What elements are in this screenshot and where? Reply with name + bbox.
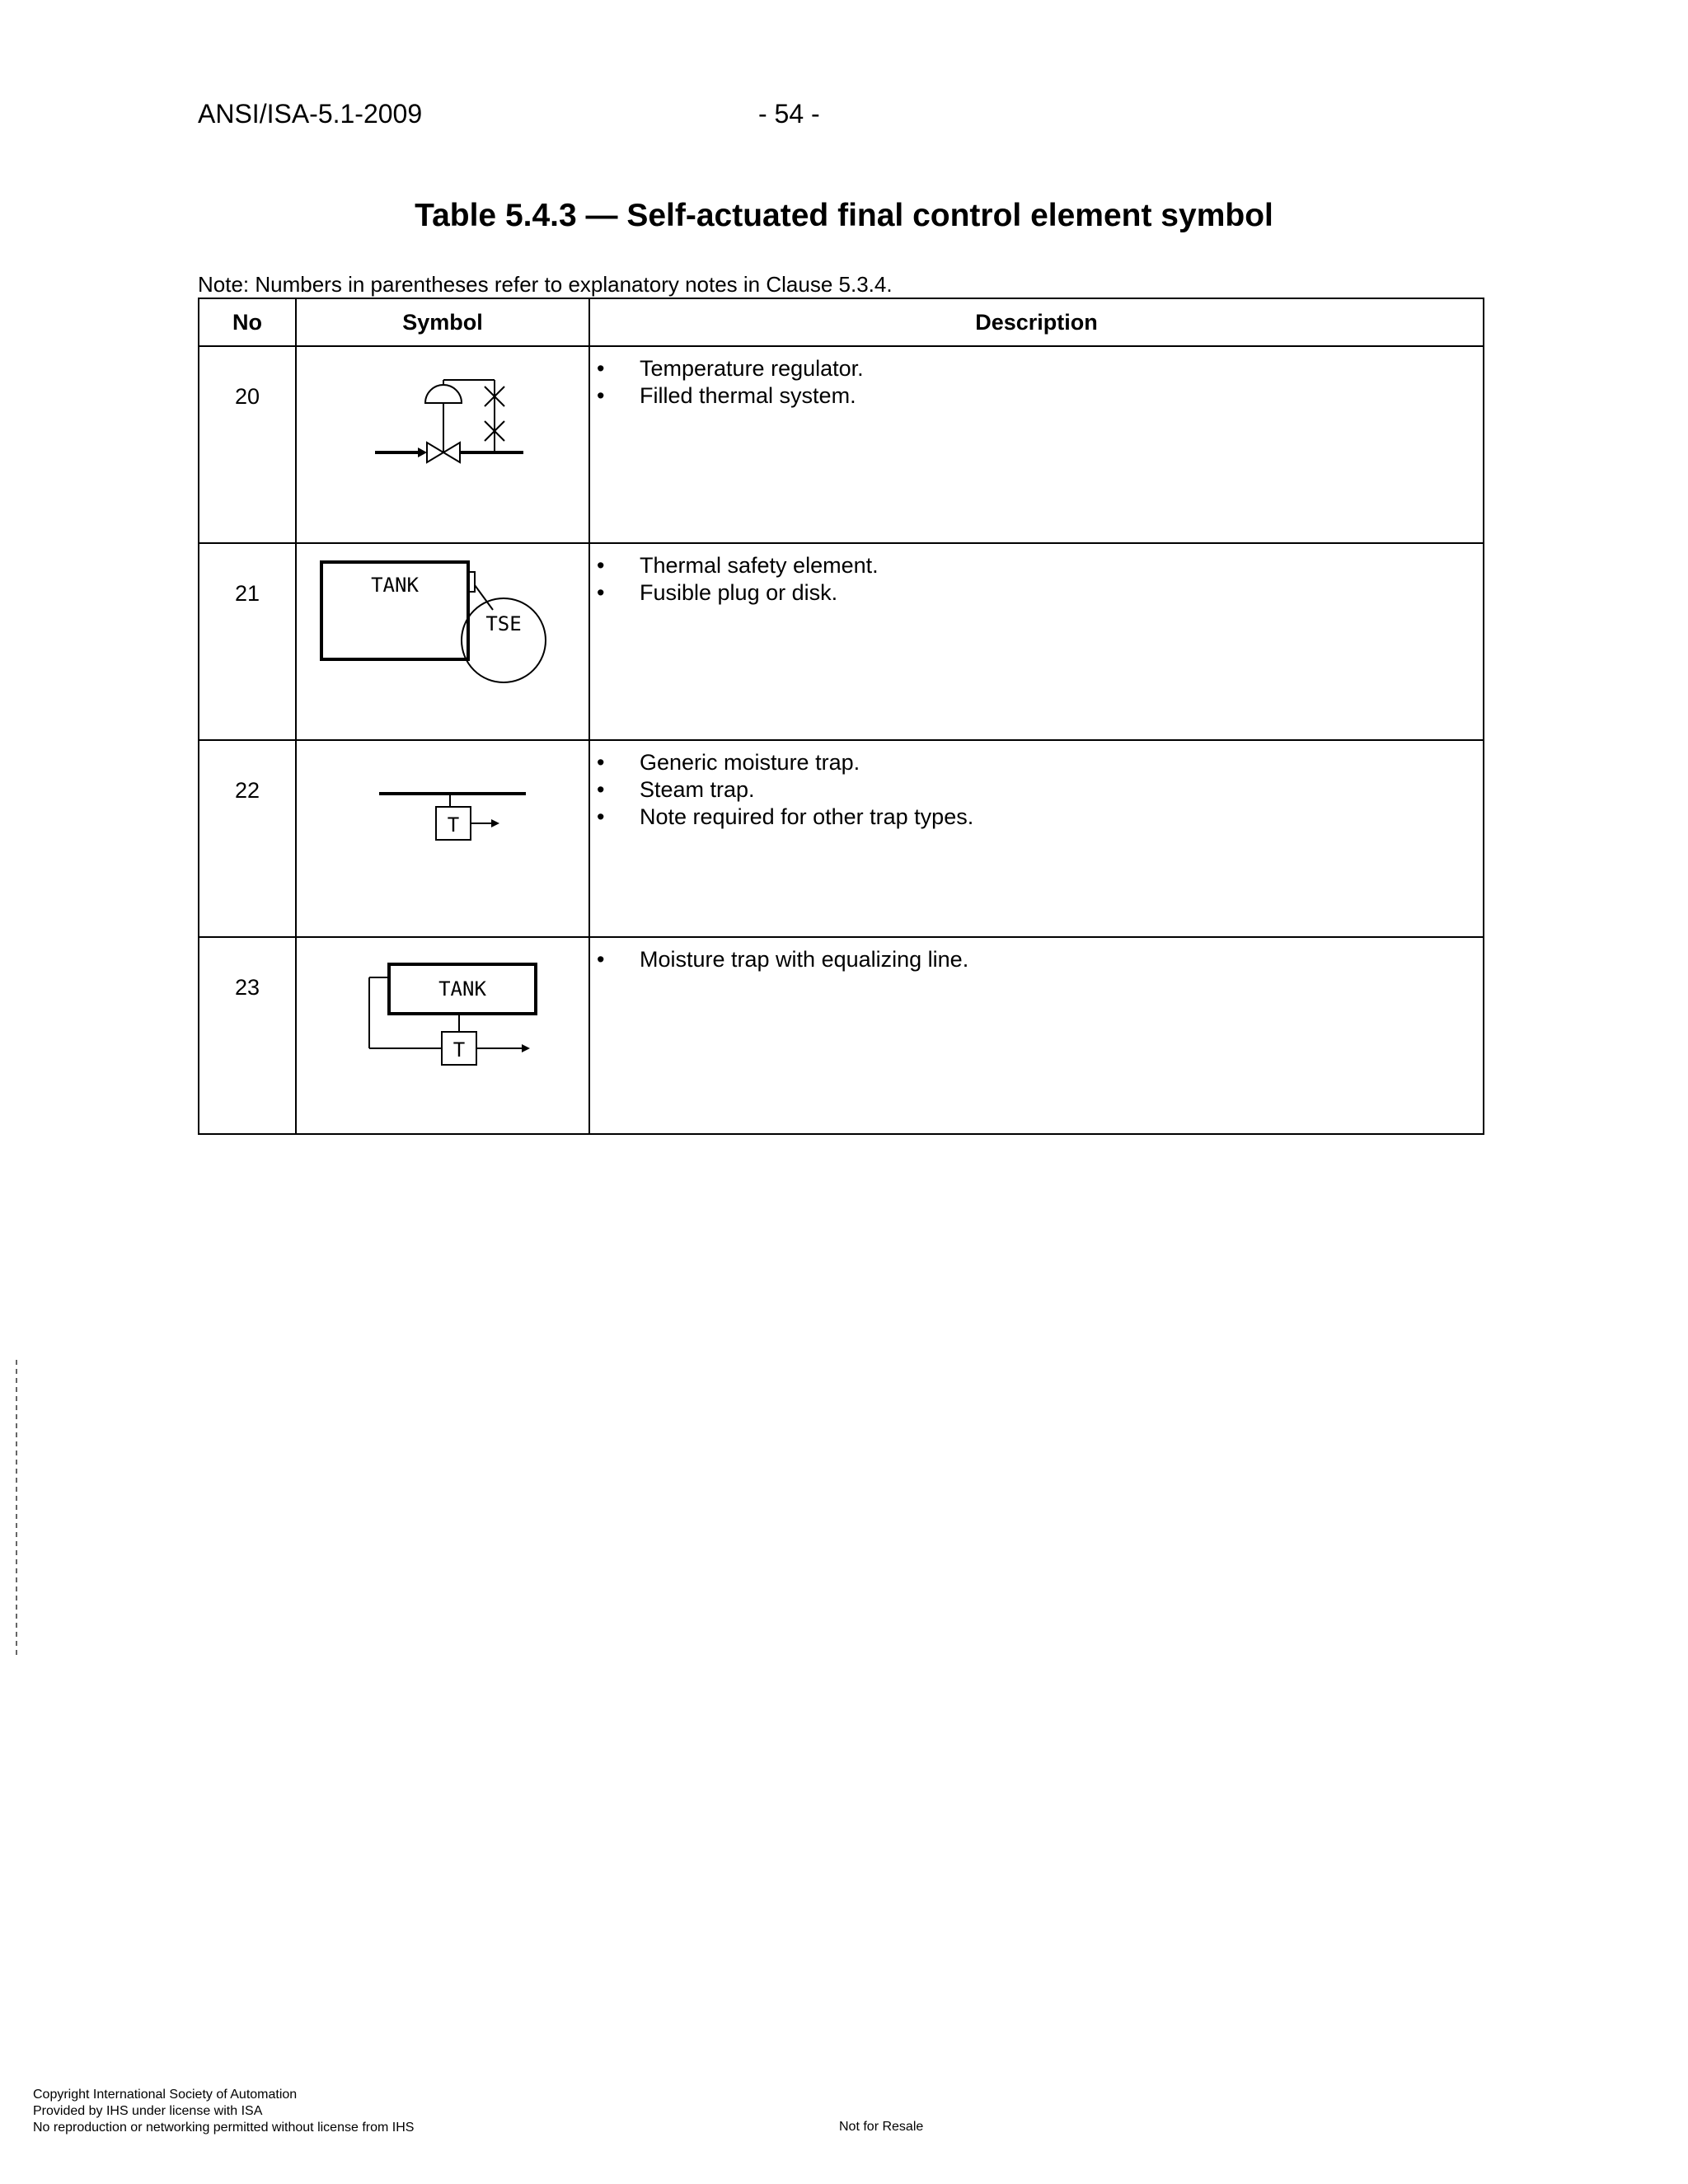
footer-line: Copyright International Society of Automation: [33, 2088, 298, 2102]
symbol-cell: [296, 346, 589, 543]
bullet-icon: •: [597, 947, 605, 972]
bullet-icon: •: [597, 383, 605, 408]
description-item: • Filled thermal system.: [597, 383, 856, 408]
bullet-icon: •: [597, 553, 605, 578]
table-row: [199, 346, 1484, 543]
table-row: [199, 543, 1484, 740]
temperature-regulator-symbol: [297, 347, 590, 505]
bullet-icon: •: [597, 356, 605, 381]
bullet-icon: •: [597, 777, 605, 802]
footer-line: Provided by IHS under license with ISA: [33, 2104, 263, 2118]
resale-notice: Not for Resale: [839, 2120, 924, 2134]
row-number: 23: [199, 937, 296, 1134]
moisture-trap-equalizing-symbol: [297, 938, 590, 1096]
row-number: 20: [199, 346, 296, 543]
page-number: - 54 -: [758, 99, 820, 129]
copyright-footer: [33, 2087, 414, 2136]
standard-identifier: ANSI/ISA-5.1-2009: [198, 99, 423, 129]
footer-line: No reproduction or networking permitted without license from IHS: [33, 2121, 415, 2135]
description-item: • Fusible plug or disk.: [597, 580, 838, 605]
description-cell: [589, 740, 1484, 937]
header-description: Description: [589, 298, 1484, 346]
description-item: • Steam trap.: [597, 777, 755, 802]
tse-label: TSE: [485, 612, 522, 635]
bullet-icon: •: [597, 750, 605, 775]
description-item: • Temperature regulator.: [597, 356, 864, 381]
symbol-cell: [296, 740, 589, 937]
tank-label: TANK: [371, 574, 419, 597]
description-cell: [589, 346, 1484, 543]
trap-label: T: [452, 1038, 466, 1062]
page-title: Table 5.4.3 — Self-actuated final control element symbol: [415, 198, 1273, 233]
symbol-cell: [296, 937, 589, 1134]
header-symbol: Symbol: [296, 298, 589, 346]
moisture-trap-symbol: [297, 741, 590, 899]
table-row: [199, 937, 1484, 1134]
description-item: • Thermal safety element.: [597, 553, 879, 578]
description-cell: [589, 937, 1484, 1134]
description-item: • Note required for other trap types.: [597, 804, 974, 829]
table-note: Note: Numbers in parentheses refer to explanatory notes in Clause 5.3.4.: [198, 272, 893, 297]
trap-label: T: [447, 813, 460, 837]
symbol-table: [198, 298, 1484, 1135]
table-header-row: [199, 298, 1484, 346]
thermal-safety-element-symbol: [297, 544, 590, 702]
row-number: 22: [199, 740, 296, 937]
row-number: 21: [199, 543, 296, 740]
bullet-icon: •: [597, 804, 605, 829]
tank-label: TANK: [438, 977, 486, 1001]
header-no: No: [199, 298, 296, 346]
bullet-icon: •: [597, 580, 605, 605]
description-cell: [589, 543, 1484, 740]
description-item: • Generic moisture trap.: [597, 750, 860, 775]
description-item: • Moisture trap with equalizing line.: [597, 947, 969, 972]
side-watermark: [12, 1360, 21, 1657]
table-row: [199, 740, 1484, 937]
symbol-cell: [296, 543, 589, 740]
